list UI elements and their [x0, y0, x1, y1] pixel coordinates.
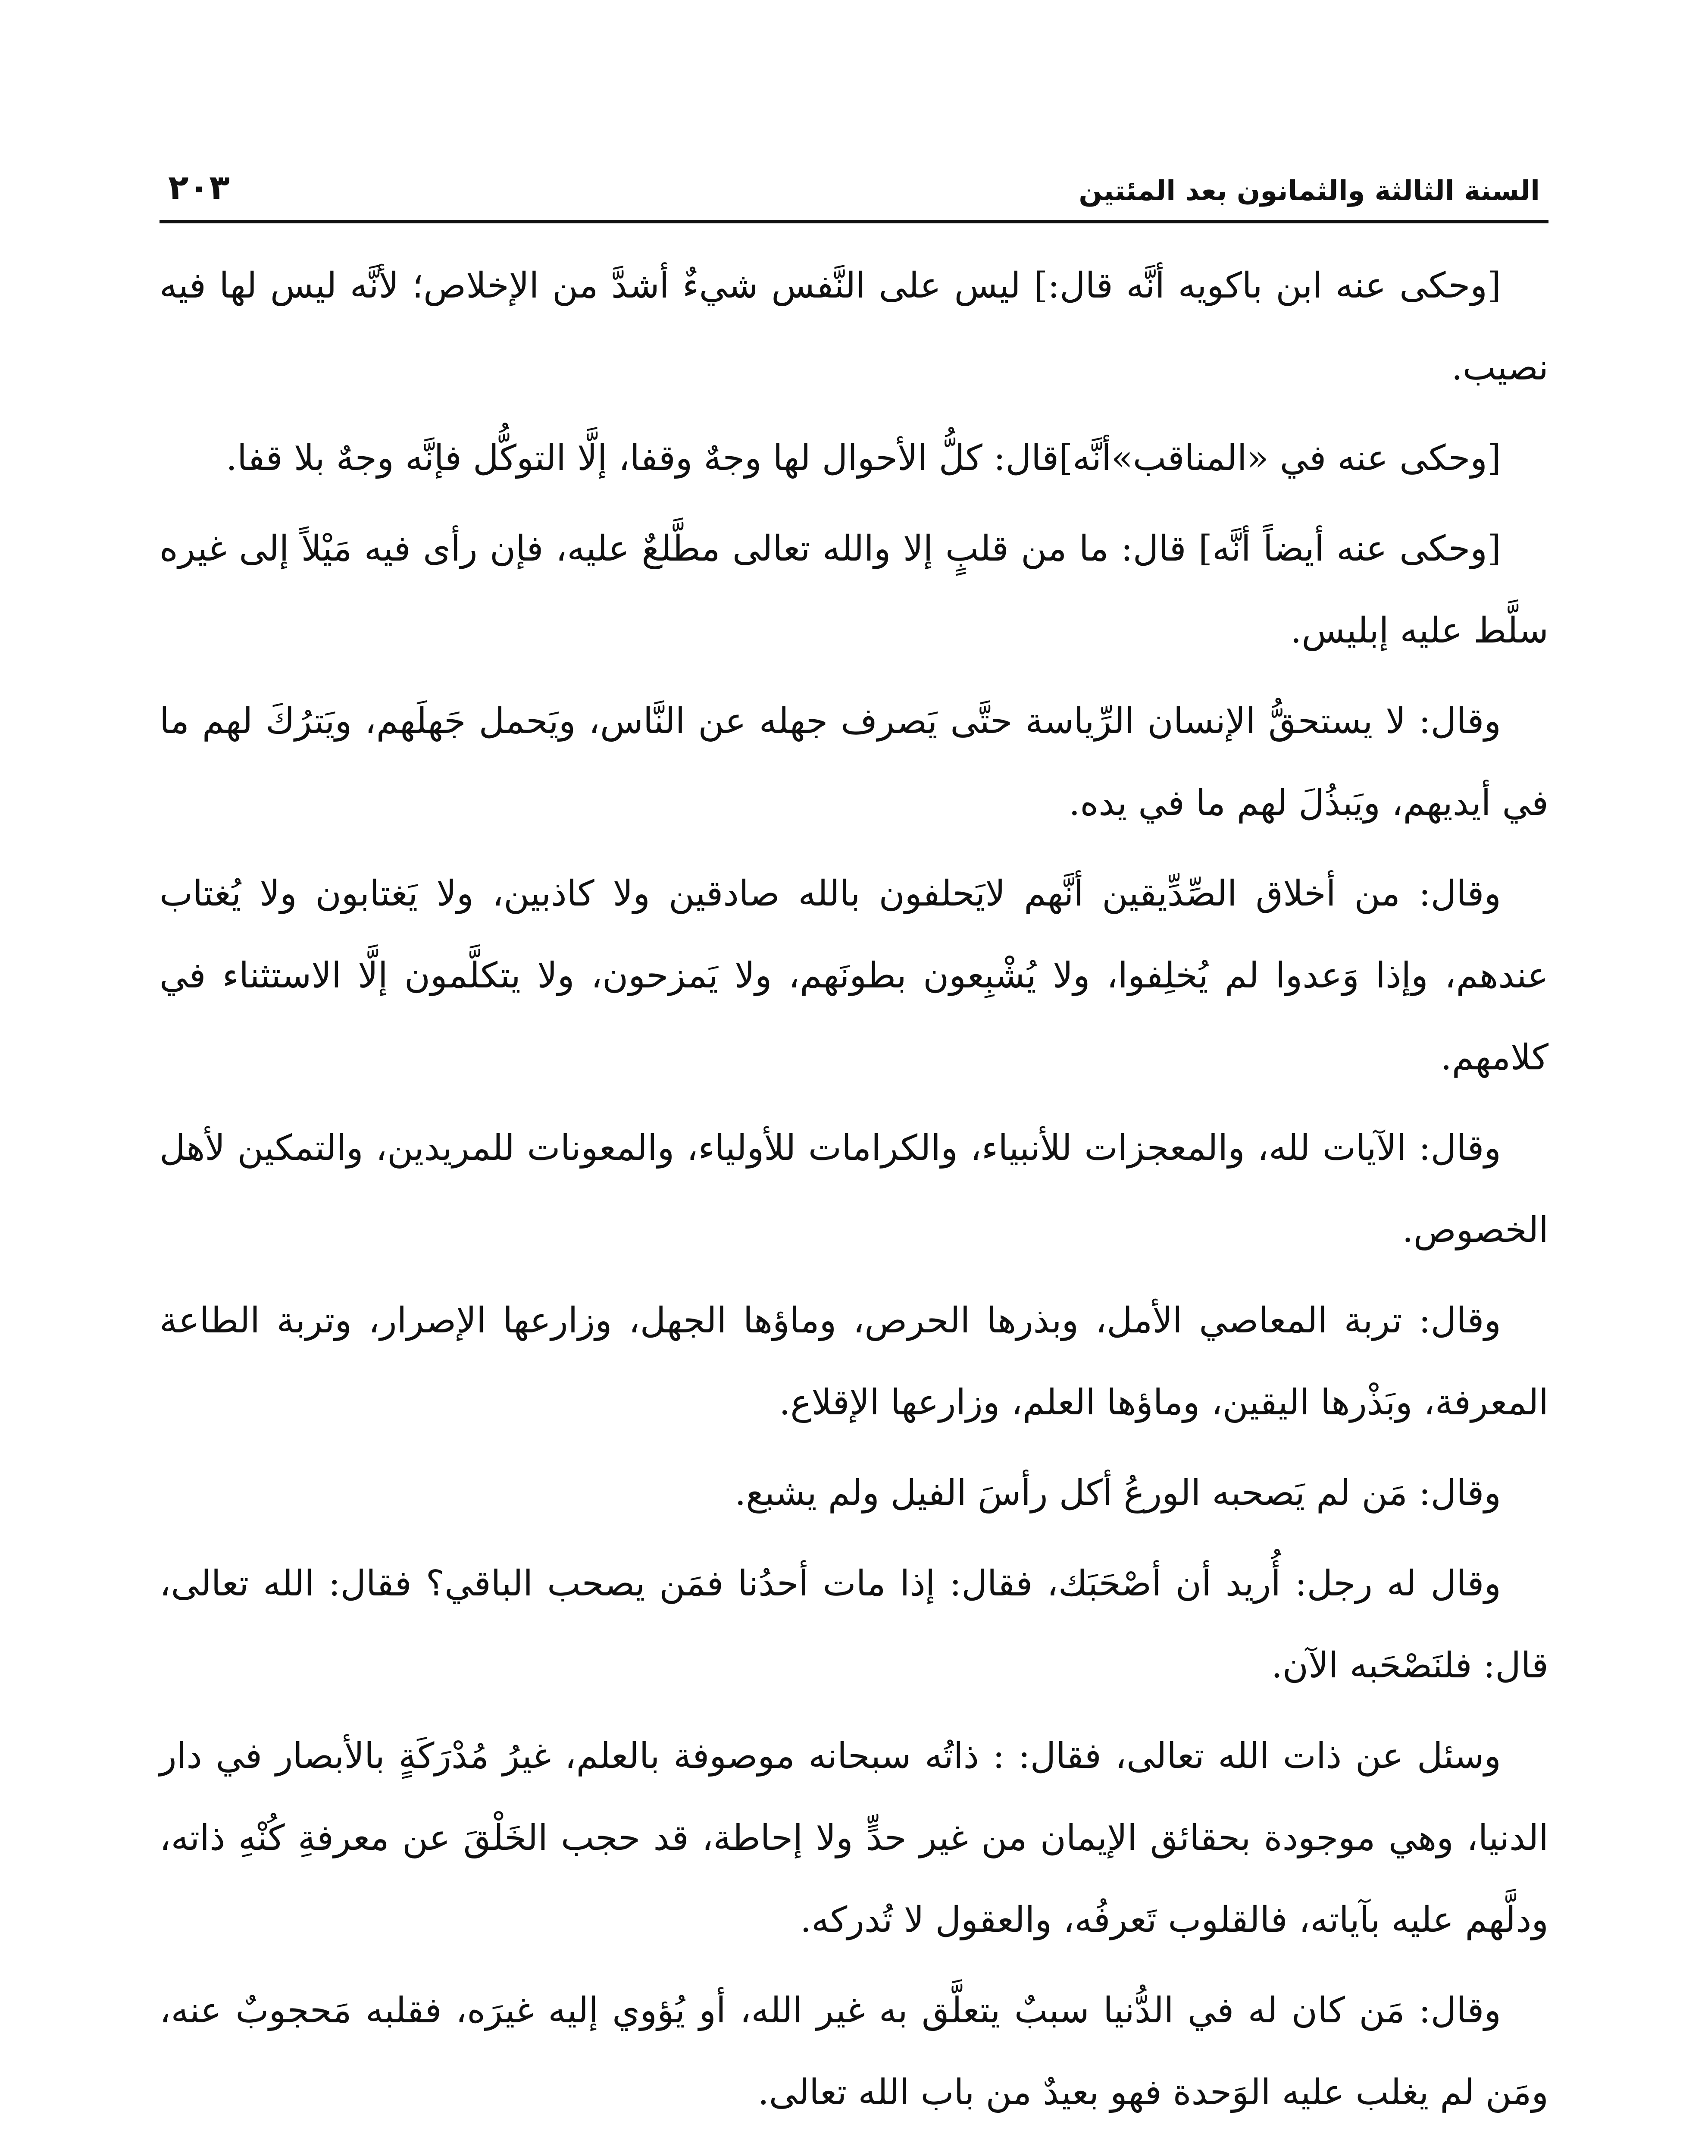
paragraph: [وحكى عنه أيضاً أنَّه] قال: ما من قلبٍ إلا والله تعالى مطَّلعٌ عليه، فإن رأى فيه مَيْلاً إلى غيره سلَّط عليه إبليس.: [160, 528, 1548, 651]
paragraph: وقال له رجل: أُريد أن أصْحَبَك، فقال: إذا مات أحدُنا فمَن يصحب الباقي؟ فقال: الله تعالى، قال: فلنَصْحَبه الآن.: [160, 1563, 1548, 1686]
paragraph: [وحكى عنه في «المناقب»أنَّه]قال: كلُّ الأحوال لها وجهٌ وقفا، إلَّا التوكُّل فإنَّه وجهٌ بلا قفا.: [225, 438, 1501, 479]
page-body: [160, 245, 1548, 2134]
paragraph: وقال: لا يستحقُّ الإنسان الرِّياسة حتَّى يَصرف جهله عن النَّاس، ويَحمل جَهلَهم، ويَترُكَ لهم ما في أيديهم، ويَبذُلَ لهم ما في يده.: [160, 701, 1548, 824]
paragraph: وقال: مَن لم يَصحبه الورعُ أكل رأسَ الفيل ولم يشبع.: [735, 1473, 1501, 1514]
running-title: السنة الثالثة والثمانون بعد المئتين: [1079, 175, 1540, 207]
paragraph: وقال: الآيات لله، والمعجزات للأنبياء، والكرامات للأولياء، والمعونات للمريدين، والتمكين لأهل الخصوص.: [160, 1128, 1548, 1250]
paragraph: وقال: مَن كان له في الدُّنيا سببٌ يتعلَّق به غير الله، أو يُؤوي إليه غيرَه، فقلبه مَحجوبٌ عنه، ومَن لم يغلب عليه الوَحدة فهو بعيدٌ من باب الله تعالى.: [160, 1990, 1548, 2113]
paragraph: [وحكى عنه ابن باكويه أنَّه قال:] ليس على النَّفس شيءٌ أشدَّ من الإخلاص؛ لأنَّه ليس لها فيه نصيب.: [160, 265, 1548, 388]
page-number: ٢٠٣: [168, 168, 230, 207]
paragraph: وقال: من أخلاق الصِّدِّيقين أنَّهم لايَحلفون بالله صادقين ولا كاذبين، ولا يَغتابون ولا يُغتاب عندهم، وإذا وَعدوا لم يُخلِفوا، ولا يُشْبِعون بطونَهم، ولا يَمزحون، ولا يتكلَّمون إلَّا الاستثناء في كلامهم.: [160, 873, 1548, 1078]
running-header: [160, 142, 1548, 223]
paragraph: وقال: تربة المعاصي الأمل، وبذرها الحرص، وماؤها الجهل، وزارعها الإصرار، وتربة الطاعة المعرفة، وبَذْرها اليقين، وماؤها العلم، وزارعها الإقلاع.: [160, 1300, 1548, 1423]
paragraph: وسئل عن ذات الله تعالى، فقال: : ذاتُه سبحانه موصوفة بالعلم، غيرُ مُدْرَكَةٍ بالأبصار في دار الدنيا، وهي موجودة بحقائق الإيمان من غير حدٍّ ولا إحاطة، قد حجب الخَلْقَ عن معرفةِ كُنْهِ ذاته، ودلَّهم عليه بآياته، فالقلوب تَعرفُه، والعقول لا تُدركه.: [160, 1736, 1548, 1940]
